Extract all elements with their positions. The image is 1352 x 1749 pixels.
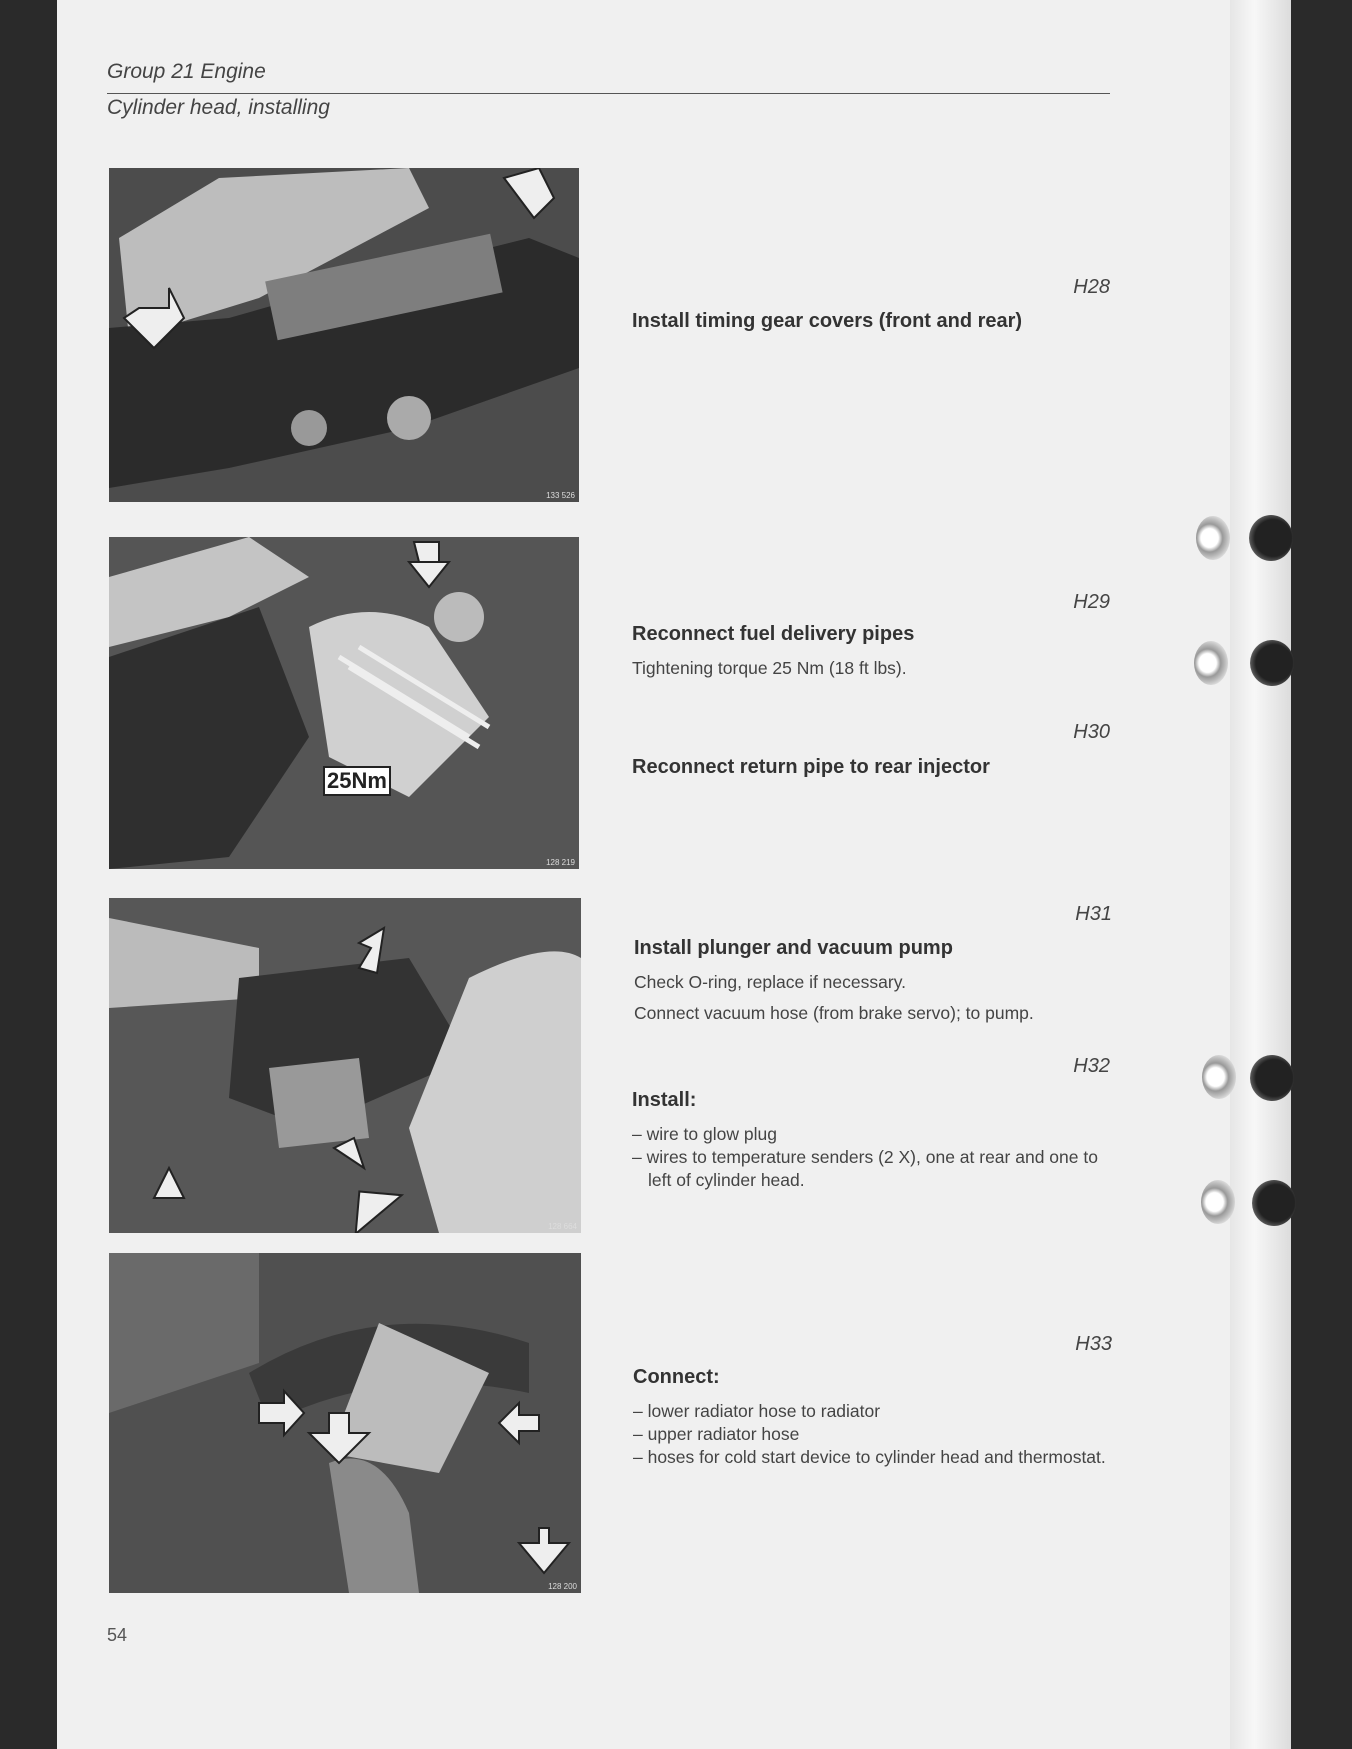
step-list-h33 [633,1400,1111,1469]
photo-number: 128 200 [548,1582,577,1591]
photo-number: 128 219 [546,858,575,867]
engine-photo-2 [109,537,579,869]
step-text-h31-2: Connect vacuum hose (from brake servo); to pump. [634,1003,1034,1023]
engine-photo-1 [109,168,579,502]
step-text-h31-1: Check O-ring, replace if necessary. [634,972,907,992]
step-title-h33: Connect: [633,1366,720,1388]
engine-photo-4 [109,1253,581,1593]
binder-hole [1249,515,1293,561]
step-id-h32: H32 [1073,1055,1110,1077]
step-title-h28: Install timing gear covers (front and rear) [632,310,1023,332]
header-rule [107,93,1110,94]
step-title-h31: Install plunger and vacuum pump [634,937,953,959]
list-item: – hoses for cold start device to cylinder head and thermostat. [633,1447,1106,1467]
binder-hole-ring [1196,516,1230,560]
binder-hole [1250,1055,1294,1101]
binder-hole [1252,1180,1296,1226]
section-heading: Cylinder head, installing [107,96,330,119]
step-list-h32 [632,1123,1110,1192]
list-item: – upper radiator hose [633,1424,800,1444]
list-item: – wires to temperature senders (2 X), one at rear and one to left of cylinder head. [632,1147,1098,1190]
engine-photo-3 [109,898,581,1233]
list-item: – lower radiator hose to radiator [633,1401,881,1421]
step-text-h29: Tightening torque 25 Nm (18 ft lbs). [632,658,907,678]
torque-callout: 25Nm [323,766,391,796]
step-id-h30: H30 [1073,721,1110,743]
step-id-h33: H33 [1075,1333,1112,1355]
step-title-h30: Reconnect return pipe to rear injector [632,756,990,778]
step-title-h29: Reconnect fuel delivery pipes [632,623,915,645]
photo-number: 133 526 [546,491,575,500]
binder-hole-ring [1202,1055,1236,1099]
list-item: – wire to glow plug [632,1124,777,1144]
binder-hole-ring [1194,641,1228,685]
binder-hole-ring [1201,1180,1235,1224]
step-id-h29: H29 [1073,591,1110,613]
group-heading: Group 21 Engine [107,60,266,83]
binder-hole [1250,640,1294,686]
page-number: 54 [107,1625,128,1645]
step-id-h31: H31 [1075,903,1112,925]
binder-edge [1230,0,1291,1749]
step-title-h32: Install: [632,1089,697,1111]
photo-number: 128 664 [548,1222,577,1231]
step-id-h28: H28 [1073,276,1110,298]
